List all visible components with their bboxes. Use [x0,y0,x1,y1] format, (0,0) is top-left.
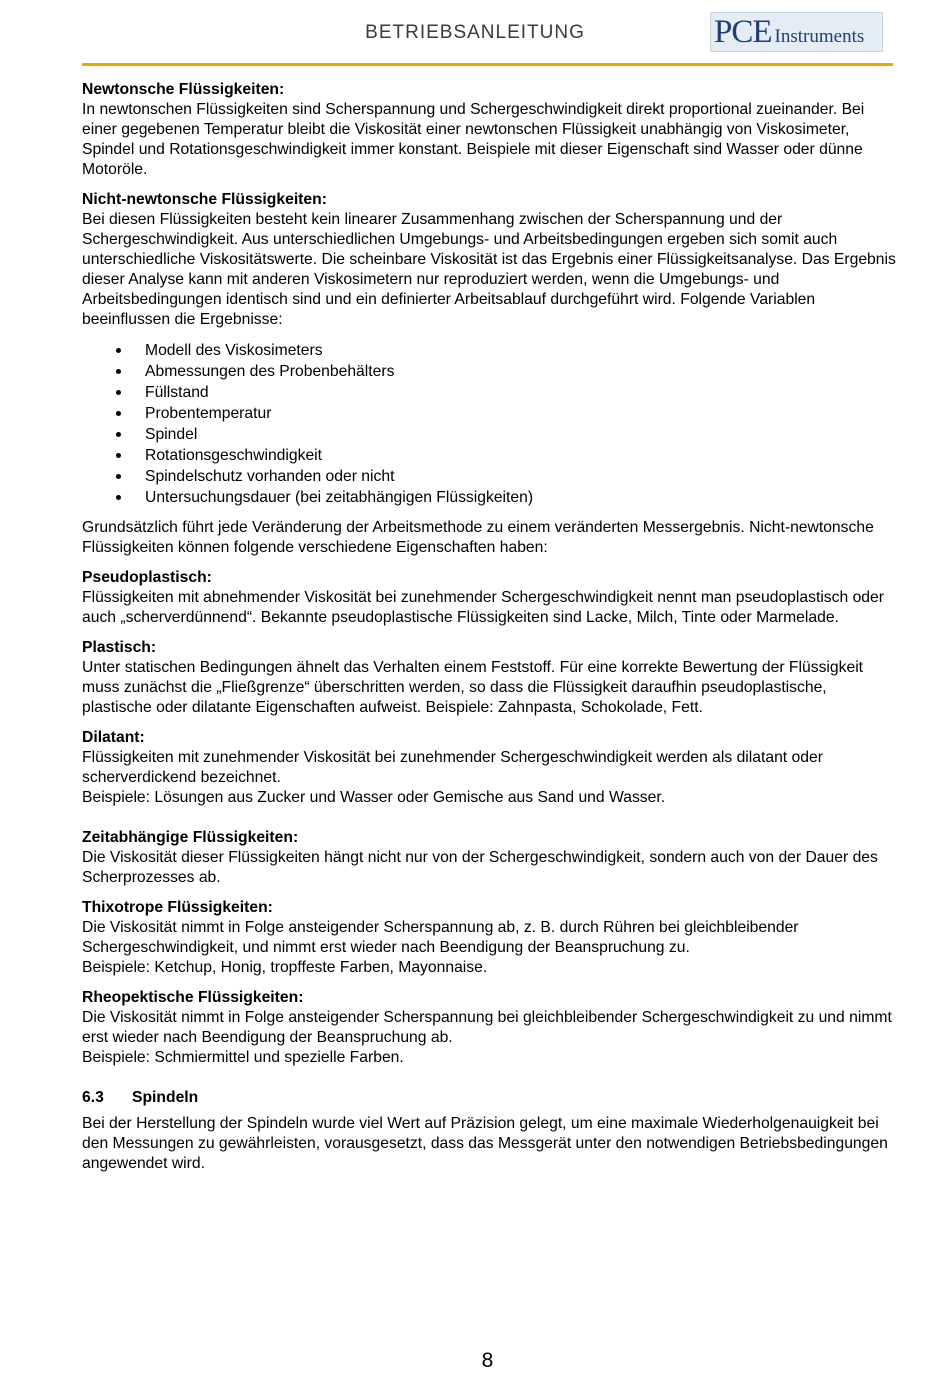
heading-newtonian: Newtonsche Flüssigkeiten: [82,81,285,98]
list-item: Untersuchungsdauer (bei zeitabhängigen Flüssigkeiten) [82,487,897,508]
document-title: BETRIEBSANLEITUNG [365,22,585,43]
heading-plastic: Plastisch: [82,639,157,656]
header-divider [82,63,893,66]
list-item: Rotationsgeschwindigkeit [82,445,897,466]
paragraph-spindles: Bei der Herstellung der Spindeln wurde viel Wert auf Präzision gelegt, um eine maximale Wiederholgenauigkeit bei den Messungen zu gewährleisten, vorausgesetzt, dass das Messgerät unter den notwendigen Betriebsbedingungen angewendet wird. [82,1115,888,1172]
bullet-icon [116,390,121,395]
heading-pseudoplastic: Pseudoplastisch: [82,569,212,586]
paragraph-rheopectic: Die Viskosität nimmt in Folge ansteigender Scherspannung bei gleichbleibender Schergeschwindigkeit zu und nimmt erst wieder nach Beendigung der Beanspruchung ab. [82,1009,892,1046]
bullet-icon [116,474,121,479]
paragraph-time-dependent: Die Viskosität dieser Flüssigkeiten hängt nicht nur von der Schergeschwindigkeit, sondern auch von der Dauer des Scherprozesses ab. [82,849,878,886]
heading-rheopectic: Rheopektische Flüssigkeiten: [82,989,304,1006]
list-item: Spindelschutz vorhanden oder nicht [82,466,897,487]
paragraph-non-newtonian: Bei diesen Flüssigkeiten besteht kein linearer Zusammenhang zwischen der Scherspannung und der Schergeschwindigkeit. Aus unterschiedlichen Umgebungs- und Arbeitsbedingungen ergeben sich somit auch unterschiedliche Viskositätswerte. Die scheinbare Viskosität ist das Ergebnis einer Flüssigkeitsanalyse. Das Ergebnis dieser Analyse kann mit anderen Viskosimetern nur reproduziert werden, wenn die Umgebungs- und Arbeitsbedingungen identisch sind und ein definierter Arbeitsablauf durchgeführt wird. Folgende Variablen beeinflussen die Ergebnisse: [82,211,896,328]
list-item: Abmessungen des Probenbehälters [82,361,897,382]
bullet-icon [116,495,121,500]
bullet-icon [116,453,121,458]
list-item: Spindel [82,424,897,445]
section-number: 6.3 [82,1089,104,1106]
list-item: Füllstand [82,382,897,403]
page-content [82,80,897,1174]
bullet-icon [116,348,121,353]
paragraph-thixotropic: Die Viskosität nimmt in Folge ansteigender Scherspannung ab, z. B. durch Rühren bei gleichbleibender Schergeschwindigkeit, und nimmt erst wieder nach Beendigung der Beanspruchung zu. [82,919,799,956]
paragraph-dilatant-examples: Beispiele: Lösungen aus Zucker und Wasser oder Gemische aus Sand und Wasser. [82,789,666,806]
page-number: 8 [481,1349,494,1372]
bullet-icon [116,411,121,416]
paragraph-dilatant: Flüssigkeiten mit zunehmender Viskosität bei zunehmender Schergeschwindigkeit werden als dilatant oder scherverdickend bezeichnet. [82,749,823,786]
logo-pce-text: PCE [714,14,772,50]
heading-time-dependent: Zeitabhängige Flüssigkeiten: [82,829,299,846]
list-item: Modell des Viskosimeters [82,340,897,361]
section-heading-spindles [82,1088,897,1108]
list-item: Probentemperatur [82,403,897,424]
logo-instruments-text: Instruments [774,26,865,47]
paragraph-newtonian: In newtonschen Flüssigkeiten sind Scherspannung und Schergeschwindigkeit direkt proportional zueinander. Bei einer gegebenen Temperatur bleibt die Viskosität einer newtonschen Flüssigkeit unabhängig von Viskosimeter, Spindel und Rotationsgeschwindigkeit immer konstant. Beispiele mit dieser Eigenschaft sind Wasser oder dünne Motoröle. [82,101,865,178]
heading-non-newtonian: Nicht-newtonsche Flüssigkeiten: [82,191,327,208]
variables-list [82,340,897,508]
paragraph-summary: Grundsätzlich führt jede Veränderung der Arbeitsmethode zu einem veränderten Messergebnis. Nicht-newtonsche Flüssigkeiten können folgende verschiedene Eigenschaften haben: [82,519,874,556]
section-title: Spindeln [132,1089,199,1106]
bullet-icon [116,432,121,437]
heading-thixotropic: Thixotrope Flüssigkeiten: [82,899,273,916]
paragraph-thixotropic-examples: Beispiele: Ketchup, Honig, tropffeste Farben, Mayonnaise. [82,959,488,976]
paragraph-plastic: Unter statischen Bedingungen ähnelt das Verhalten einem Feststoff. Für eine korrekte Bewertung der Flüssigkeit muss zunächst die „Fließgrenze“ überschritten werden, so dass die Flüssigkeit daraufhin pseudoplastische, plastische oder dilatante Eigenschaften aufweist. Beispiele: Zahnpasta, Schokolade, Fett. [82,659,864,716]
paragraph-rheopectic-examples: Beispiele: Schmiermittel und spezielle Farben. [82,1049,404,1066]
bullet-icon [116,369,121,374]
pce-instruments-logo [710,12,883,52]
paragraph-pseudoplastic: Flüssigkeiten mit abnehmender Viskosität bei zunehmender Schergeschwindigkeit nennt man pseudoplastisch oder auch „scherverdünnend“. Bekannte pseudoplastische Flüssigkeiten sind Lacke, Milch, Tinte oder Marmelade. [82,589,884,626]
heading-dilatant: Dilatant: [82,729,145,746]
